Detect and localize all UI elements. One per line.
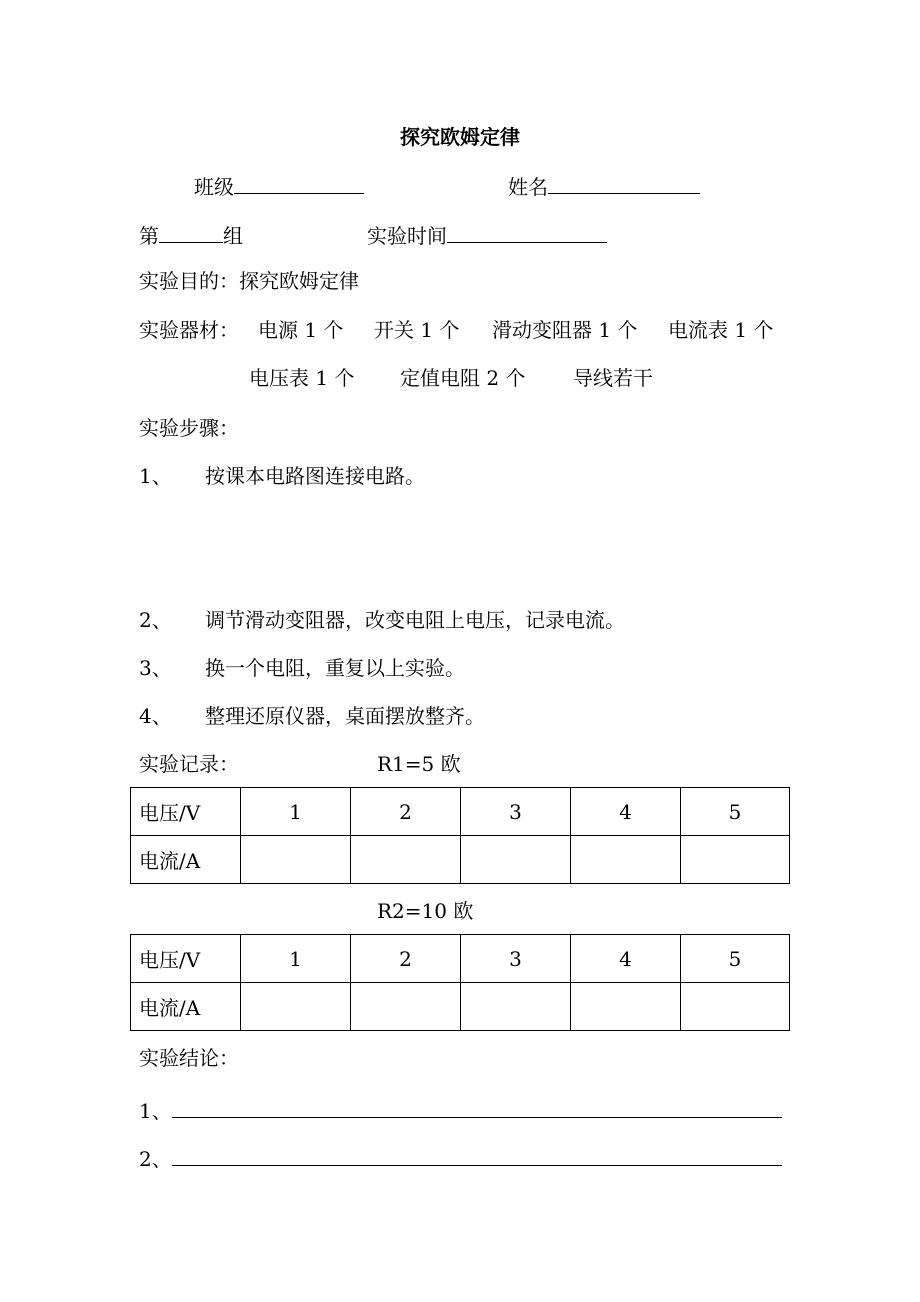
page-title: 探究欧姆定律 [400, 125, 520, 149]
name-field-row [508, 173, 700, 200]
record-table-r2 [130, 934, 790, 1031]
voltage-cell: 4 [571, 935, 681, 983]
steps-label: 实验步骤： [139, 416, 239, 440]
records-label: 实验记录： [139, 752, 239, 776]
current-cell[interactable] [241, 983, 351, 1031]
step-number: 4、 [139, 704, 172, 728]
conclusion-row [139, 1095, 782, 1124]
name-input-line[interactable] [548, 173, 700, 194]
step-number: 1、 [139, 464, 172, 488]
group-suffix: 组 [223, 224, 243, 248]
group-input-line[interactable] [159, 222, 223, 243]
table-row-current [131, 983, 790, 1031]
table-caption-r2: R2=10 欧 [377, 899, 474, 923]
conclusion-input-line[interactable] [172, 1095, 782, 1118]
record-table-r1 [130, 787, 790, 884]
group-prefix: 第 [139, 224, 159, 248]
time-input-line[interactable] [447, 222, 607, 243]
step-text: 换一个电阻，重复以上实验。 [205, 656, 465, 680]
equipment-item: 电压表 1 个 [249, 366, 355, 390]
conclusion-row [139, 1143, 782, 1172]
equipment-item: 电源 1 个 [258, 318, 344, 342]
class-label: 班级 [194, 175, 234, 199]
current-cell[interactable] [351, 836, 461, 884]
voltage-cell: 5 [681, 788, 790, 836]
purpose-text: 实验目的：探究欧姆定律 [139, 269, 359, 293]
table-row-voltage [131, 935, 790, 983]
conclusion-number: 1、 [139, 1099, 172, 1123]
class-input-line[interactable] [234, 173, 364, 194]
class-field-row [194, 173, 364, 200]
current-header: 电流/A [131, 836, 241, 884]
voltage-header: 电压/V [131, 935, 241, 983]
table-row-current [131, 836, 790, 884]
equipment-item: 导线若干 [573, 366, 653, 390]
voltage-cell: 2 [351, 935, 461, 983]
voltage-header: 电压/V [131, 788, 241, 836]
group-field-row [139, 222, 243, 249]
current-cell[interactable] [571, 983, 681, 1031]
equipment-item: 定值电阻 2 个 [400, 366, 526, 390]
voltage-cell: 4 [571, 788, 681, 836]
step-text: 整理还原仪器，桌面摆放整齐。 [205, 704, 485, 728]
current-cell[interactable] [241, 836, 351, 884]
equipment-item: 开关 1 个 [374, 318, 460, 342]
equipment-item: 滑动变阻器 1 个 [492, 318, 638, 342]
time-label: 实验时间 [367, 224, 447, 248]
conclusion-label: 实验结论： [139, 1046, 239, 1070]
name-label: 姓名 [508, 175, 548, 199]
step-text: 调节滑动变阻器，改变电阻上电压，记录电流。 [205, 608, 625, 632]
current-cell[interactable] [351, 983, 461, 1031]
step-number: 2、 [139, 608, 172, 632]
voltage-cell: 1 [241, 935, 351, 983]
equipment-item: 电流表 1 个 [668, 318, 774, 342]
equipment-label: 实验器材： [139, 318, 239, 342]
current-cell[interactable] [461, 983, 571, 1031]
voltage-cell: 3 [461, 788, 571, 836]
voltage-cell: 3 [461, 935, 571, 983]
table-row-voltage [131, 788, 790, 836]
voltage-cell: 1 [241, 788, 351, 836]
time-field-row [367, 222, 607, 249]
current-cell[interactable] [681, 983, 790, 1031]
step-number: 3、 [139, 656, 172, 680]
conclusion-input-line[interactable] [172, 1143, 782, 1166]
voltage-cell: 2 [351, 788, 461, 836]
step-text: 按课本电路图连接电路。 [205, 464, 425, 488]
voltage-cell: 5 [681, 935, 790, 983]
current-cell[interactable] [461, 836, 571, 884]
current-cell[interactable] [571, 836, 681, 884]
current-header: 电流/A [131, 983, 241, 1031]
table-caption-r1: R1=5 欧 [377, 752, 461, 776]
conclusion-number: 2、 [139, 1147, 172, 1171]
current-cell[interactable] [681, 836, 790, 884]
